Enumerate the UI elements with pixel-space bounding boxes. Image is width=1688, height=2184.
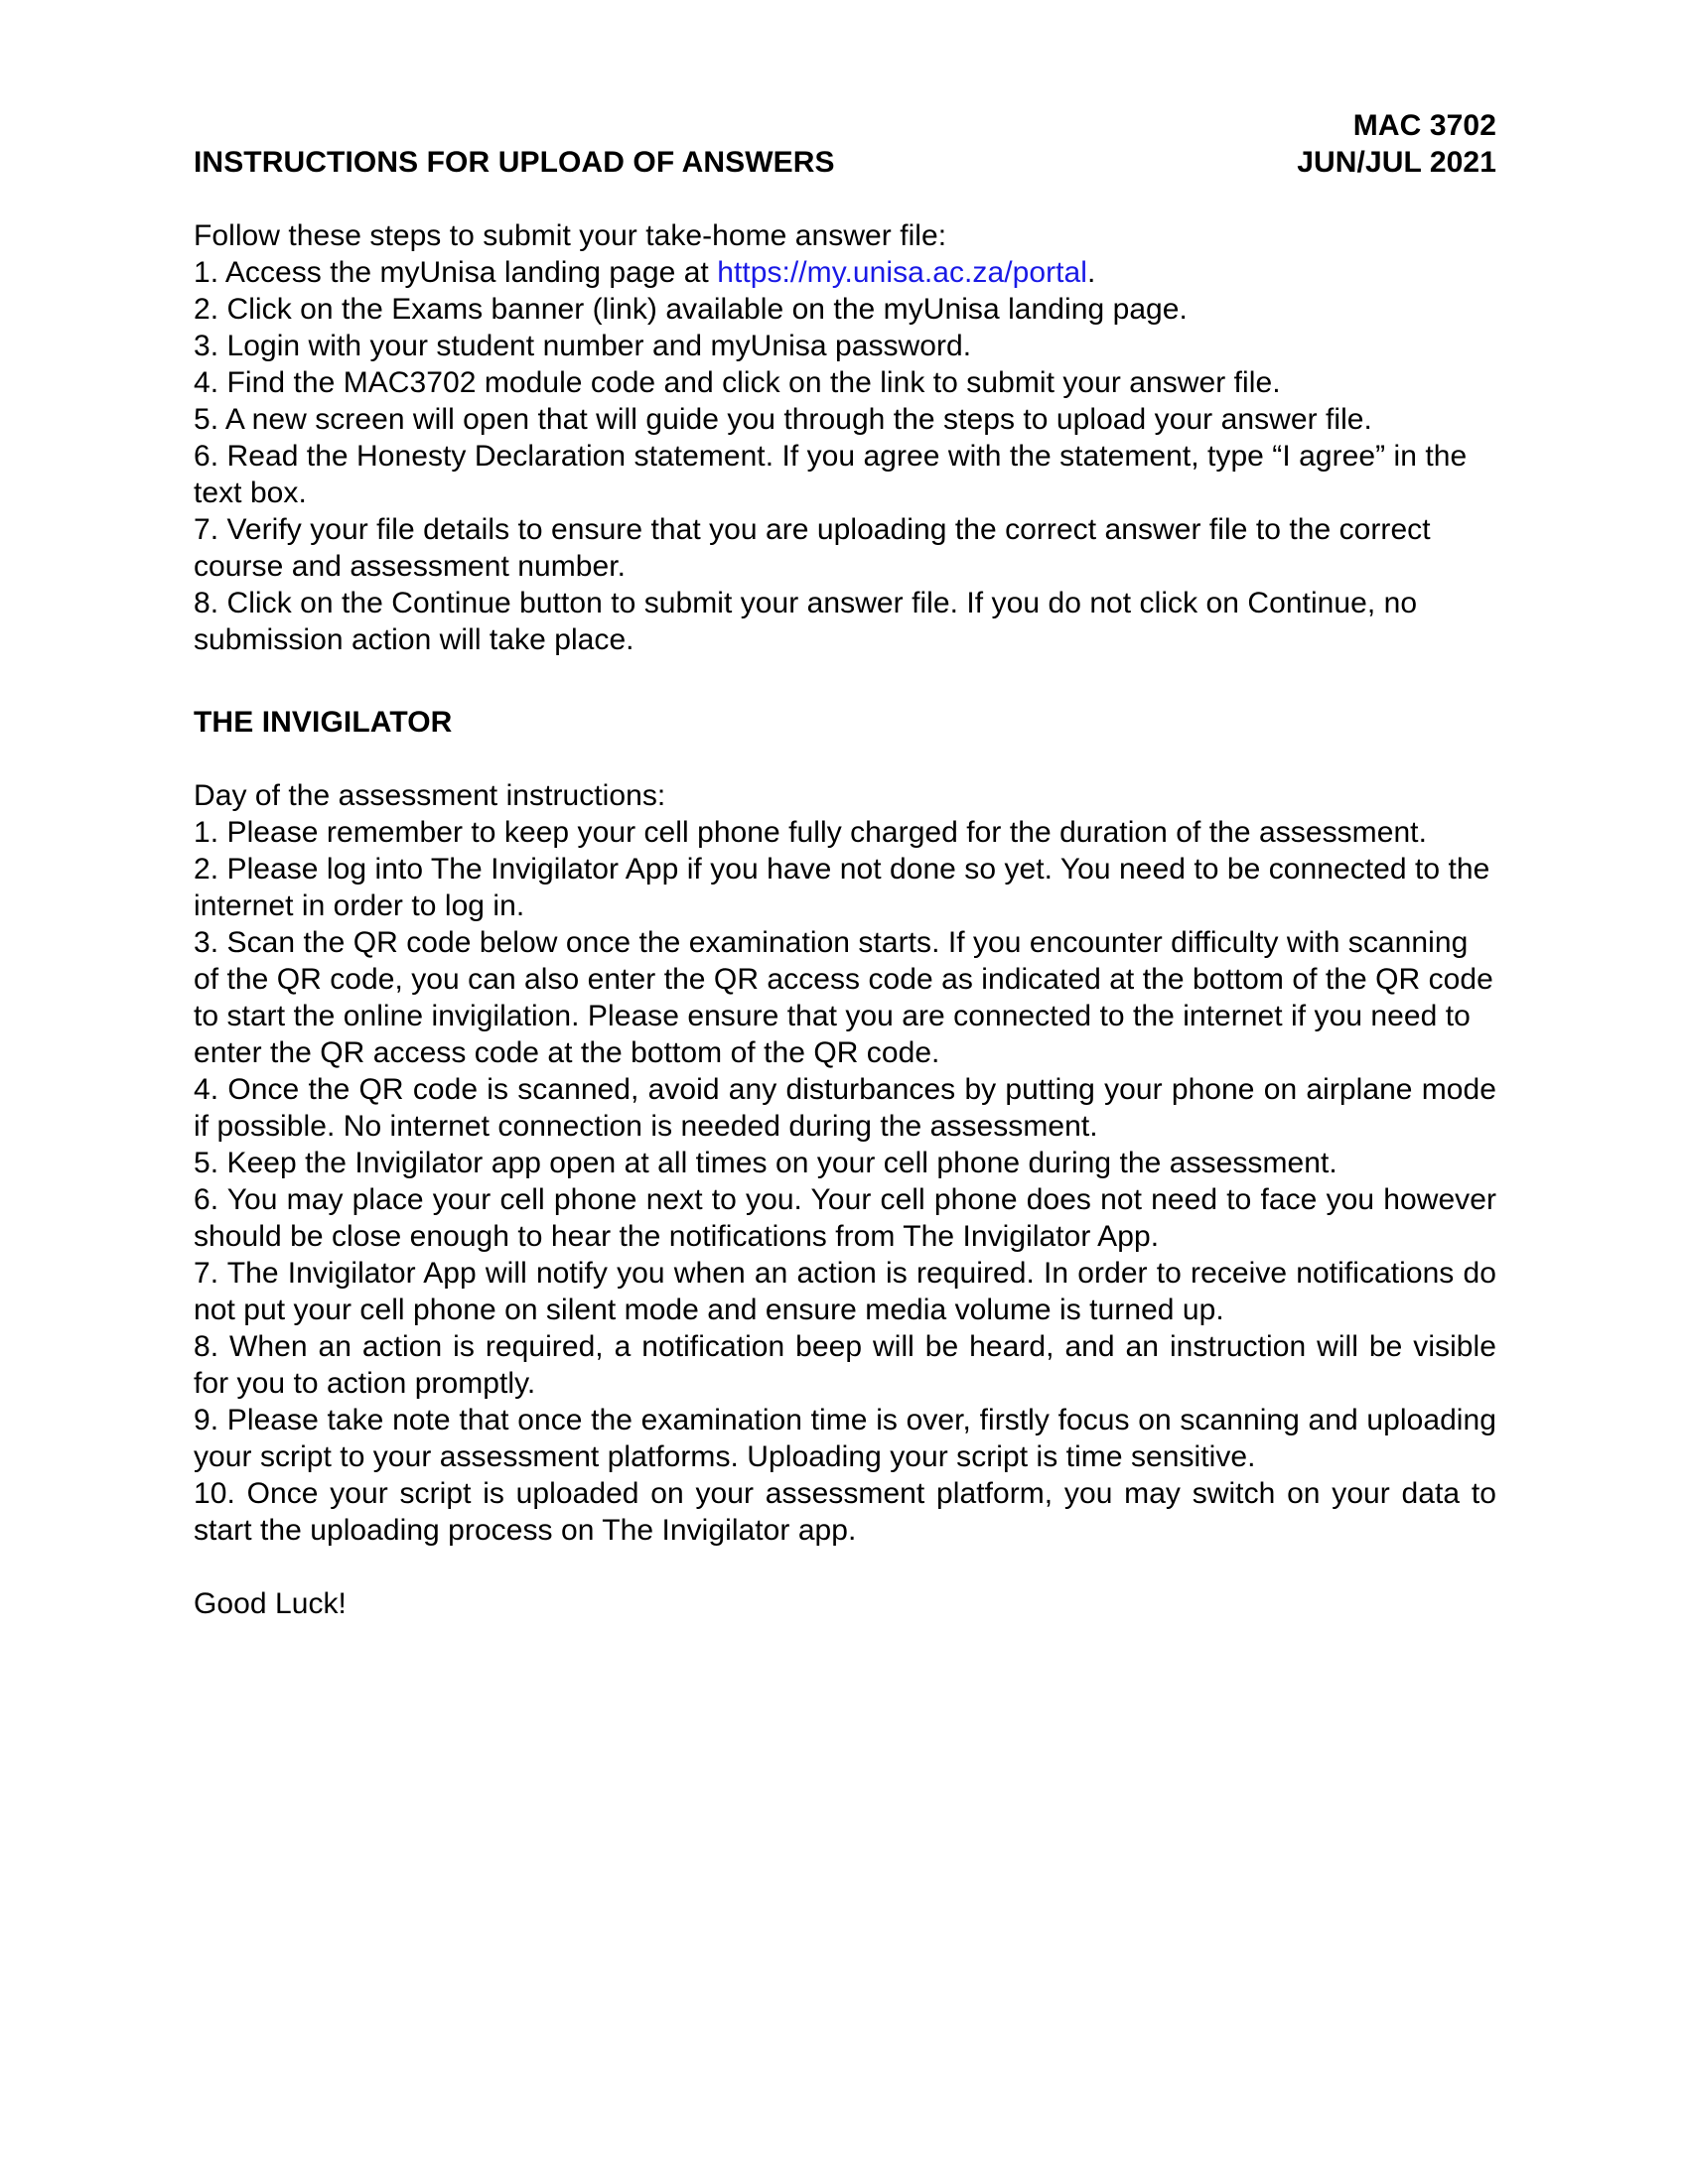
invigilator-item-5: 5. Keep the Invigilator app open at all times on your cell phone during the assessment. bbox=[194, 1147, 1337, 1179]
document-body bbox=[194, 107, 1496, 1622]
upload-item-1-text-before: 1. Access the myUnisa landing page at bbox=[194, 256, 718, 289]
invigilator-item-6: 6. You may place your cell phone next to you. Your cell phone does not need to face you however should be close enough to hear the notifications from The Invigilator App. bbox=[194, 1183, 1496, 1253]
heading-the-invigilator: THE INVIGILATOR bbox=[194, 706, 453, 739]
upload-item-1 bbox=[194, 254, 1496, 291]
invigilator-item-9: 9. Please take note that once the examination time is over, firstly focus on scanning and uploading your script to your assessment platforms. Uploading your script is time sensitive. bbox=[194, 1404, 1496, 1473]
upload-item-3: 3. Login with your student number and myUnisa password. bbox=[194, 330, 972, 362]
invigilator-item-10: 10. Once your script is uploaded on your assessment platform, you may switch on your data to start the uploading process on The Invigilator app. bbox=[194, 1477, 1496, 1547]
invigilator-item-7: 7. The Invigilator App will notify you when an action is required. In order to receive notifications do not put your cell phone on silent mode and ensure media volume is turned up. bbox=[194, 1257, 1496, 1326]
closing-good-luck: Good Luck! bbox=[194, 1587, 347, 1620]
spacer bbox=[194, 1549, 1496, 1585]
invigilator-intro: Day of the assessment instructions: bbox=[194, 779, 666, 812]
upload-instructions-list bbox=[194, 217, 1496, 658]
upload-item-5: 5. A new screen will open that will guide you through the steps to upload your answer file. bbox=[194, 403, 1372, 436]
heading-instructions-for-upload: INSTRUCTIONS FOR UPLOAD OF ANSWERS bbox=[194, 146, 835, 179]
upload-item-1-text-after: . bbox=[1086, 256, 1096, 289]
spacer bbox=[194, 741, 1496, 777]
module-code: MAC 3702 bbox=[1352, 109, 1496, 142]
invigilator-item-3: 3. Scan the QR code below once the examination starts. If you encounter difficulty with scanning of the QR code, you can also enter the QR access code as indicated at the bottom of the QR code to start the online invigilation. Please ensure that you are connected to the internet if you need to enter the QR access code at the bottom of the QR code. bbox=[194, 926, 1493, 1069]
invigilator-item-1: 1. Please remember to keep your cell phone fully charged for the duration of the assessment. bbox=[194, 816, 1427, 849]
upload-item-8: 8. Click on the Continue button to submit your answer file. If you do not click on Continue, no submission action will take place. bbox=[194, 587, 1418, 656]
upload-intro: Follow these steps to submit your take-home answer file: bbox=[194, 219, 947, 252]
upload-item-7: 7. Verify your file details to ensure that you are uploading the correct answer file to the correct course and assessment number. bbox=[194, 513, 1431, 583]
invigilator-item-8: 8. When an action is required, a notification beep will be heard, and an instruction will be visible for you to action promptly. bbox=[194, 1330, 1496, 1400]
upload-item-4: 4. Find the MAC3702 module code and click on the link to submit your answer file. bbox=[194, 366, 1281, 399]
myunisa-portal-link[interactable]: https://my.unisa.ac.za/portal bbox=[717, 256, 1087, 289]
spacer bbox=[194, 181, 1496, 217]
exam-period: JUN/JUL 2021 bbox=[1297, 146, 1496, 179]
invigilator-item-4: 4. Once the QR code is scanned, avoid any disturbances by putting your phone on airplane mode if possible. No internet connection is needed during the assessment. bbox=[194, 1073, 1496, 1143]
upload-item-2: 2. Click on the Exams banner (link) available on the myUnisa landing page. bbox=[194, 293, 1188, 326]
invigilator-item-2: 2. Please log into The Invigilator App if you have not done so yet. You need to be connected to the internet in order to log in. bbox=[194, 853, 1490, 922]
upload-item-6: 6. Read the Honesty Declaration statement. If you agree with the statement, type “I agree” in the text box. bbox=[194, 440, 1468, 509]
invigilator-instructions-list bbox=[194, 777, 1496, 1549]
